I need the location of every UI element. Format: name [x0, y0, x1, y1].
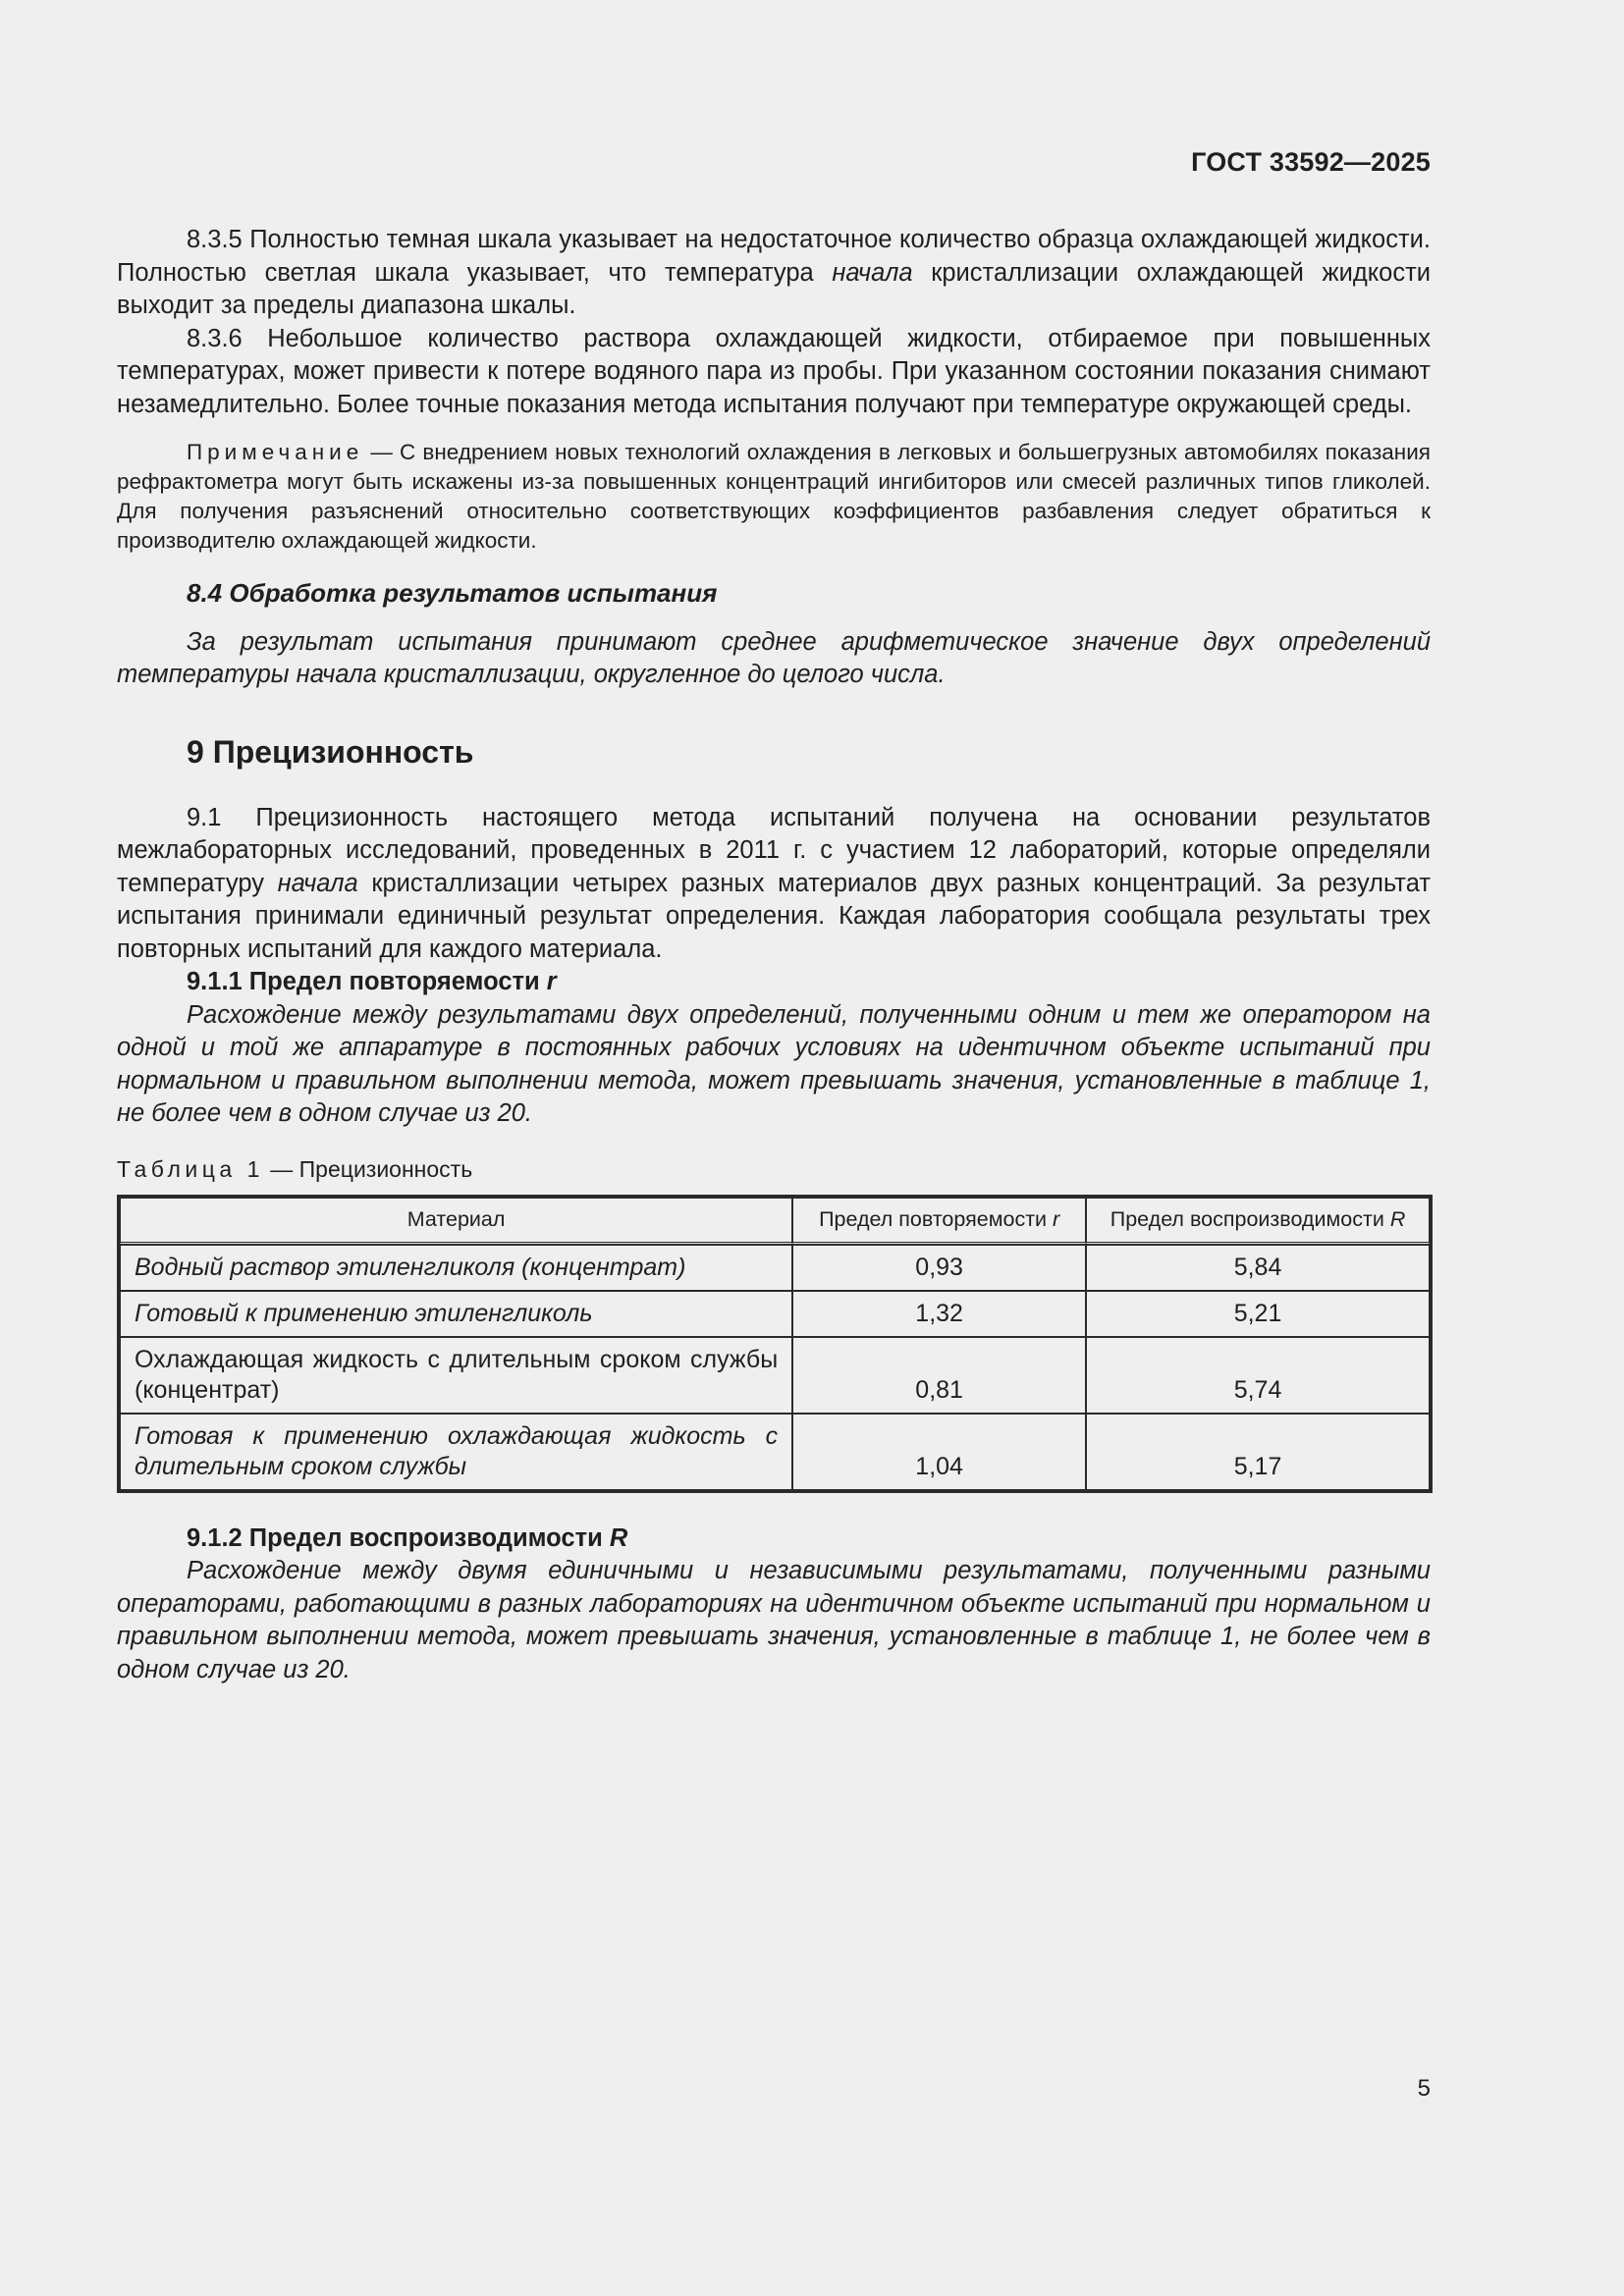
header-reproducibility [1086, 1198, 1430, 1245]
note-label: Примечание [187, 440, 364, 464]
paragraph-9-1 [117, 802, 1431, 967]
table-header-row [120, 1198, 1430, 1245]
subsection-9-1-1-title [117, 966, 1431, 999]
precision-table [117, 1195, 1433, 1493]
header-repeatability [792, 1198, 1086, 1245]
page-content [117, 224, 1431, 1686]
table-row [120, 1337, 1430, 1414]
cell-reproducibility: 5,84 [1086, 1245, 1430, 1291]
paragraph-emphasis: начала [277, 869, 358, 897]
paragraph-text: кристаллизации четырех разных материалов двух разных концентраций. За результат испытания принимали единичный результат определения. Каждая лаборатория сообщала результаты трех повторных испытаний для каждого материала. [117, 869, 1431, 963]
cell-repeatability: 1,04 [792, 1414, 1086, 1490]
header-material: Материал [120, 1198, 792, 1245]
cell-reproducibility: 5,21 [1086, 1291, 1430, 1337]
header-text: Предел повторяемости [819, 1206, 1054, 1231]
cell-material: Готовый к применению этиленгликоль [120, 1291, 792, 1337]
cell-reproducibility: 5,74 [1086, 1337, 1430, 1414]
header-text: Предел воспроизводимости [1110, 1206, 1390, 1231]
document-code: ГОСТ 33592—2025 [1191, 147, 1431, 177]
cell-reproducibility: 5,17 [1086, 1414, 1430, 1490]
table-row [120, 1414, 1430, 1490]
symbol-r: r [546, 968, 557, 995]
subsection-9-1-2-text: Расхождение между двумя единичными и независимыми результатами, полученными разными операторами, работающими в разных лабораториях на идентичном объекте испытаний при нормальном и правильном выполнении метода, может превышать значения, установленные в таблице 1, не более чем в одном случае из 20. [117, 1557, 1431, 1683]
section-8-4-title: 8.4 Обработка результатов испытания [187, 578, 718, 608]
cell-repeatability: 0,93 [792, 1245, 1086, 1291]
cell-repeatability: 1,32 [792, 1291, 1086, 1337]
subsection-9-1-1-text: Расхождение между результатами двух определений, полученными одним и тем же оператором на одной и той же аппаратуре в постоянных рабочих условиях на идентичном объекте испытаний при нормальном и правильном выполнении метода, может превышать значения, установленные в таблице 1, не более чем в одном случае из 20. [117, 1000, 1431, 1127]
cell-material: Готовая к применению охлаждающая жидкость с длительным сроком службы [120, 1414, 792, 1490]
note-text: — С внедрением новых технологий охлаждения в легковых и большегрузных автомобилях показания рефрактометра могут быть искажены из-за повышенных концентраций ингибиторов или смесей различных типов гликолей. Для получения разъяснений относительно соответствующих коэффициентов разбавления следует обратиться к производителю охлаждающей жидкости. [117, 440, 1431, 553]
table-caption-label: Таблица 1 [117, 1155, 264, 1182]
paragraph-text: 8.3.5 Полностью темная шкала указывает на недостаточное количество образца охлаждающей жидкости. Полностью светлая шкала указывает, что температура [117, 226, 1431, 287]
table-caption [117, 1154, 1431, 1184]
table-row [120, 1245, 1430, 1291]
page-number: 5 [1417, 2075, 1431, 2102]
cell-material: Охлаждающая жидкость с длительным сроком службы (концентрат) [120, 1337, 792, 1414]
cell-material: Водный раствор этиленгликоля (концентрат) [120, 1245, 792, 1291]
paragraph-8-3-5 [117, 224, 1431, 323]
symbol-r: r [1053, 1206, 1060, 1231]
subsection-title-text: 9.1.1 Предел повторяемости [187, 968, 547, 995]
symbol-R: R [609, 1523, 628, 1552]
note [117, 438, 1431, 556]
paragraph-text: кристаллизации охлаждающей жидкости выходит за пределы диапазона шкалы. [117, 258, 1431, 319]
table-row [120, 1291, 1430, 1337]
section-9-title: 9 Прецизионность [187, 733, 474, 770]
table-caption-title: — Прецизионность [263, 1155, 473, 1182]
paragraph-8-3-6: 8.3.6 Небольшое количество раствора охлаждающей жидкости, отбираемое при повышенных температурах, может привести к потере водяного пара из пробы. При указанном состоянии показания снимают незамедлительно. Более точные показания метода испытания получают при температуре окружающей среды. [117, 324, 1431, 418]
symbol-R: R [1389, 1206, 1406, 1231]
paragraph-emphasis: начала [832, 258, 913, 287]
cell-repeatability: 0,81 [792, 1337, 1086, 1414]
subsection-9-1-2-title [117, 1522, 1431, 1556]
paragraph-text: 9.1 Прецизионность настоящего метода испытаний получена на основании результатов межлабораторных исследований, проведенных в 2011 г. с участием 12 лабораторий, которые определяли температуру [117, 803, 1431, 897]
subsection-title-text: 9.1.2 Предел воспроизводимости [187, 1523, 610, 1552]
section-8-4-text: За результат испытания принимают среднее арифметическое значение двух определений температуры начала кристаллизации, округленное до целого числа. [117, 627, 1431, 688]
